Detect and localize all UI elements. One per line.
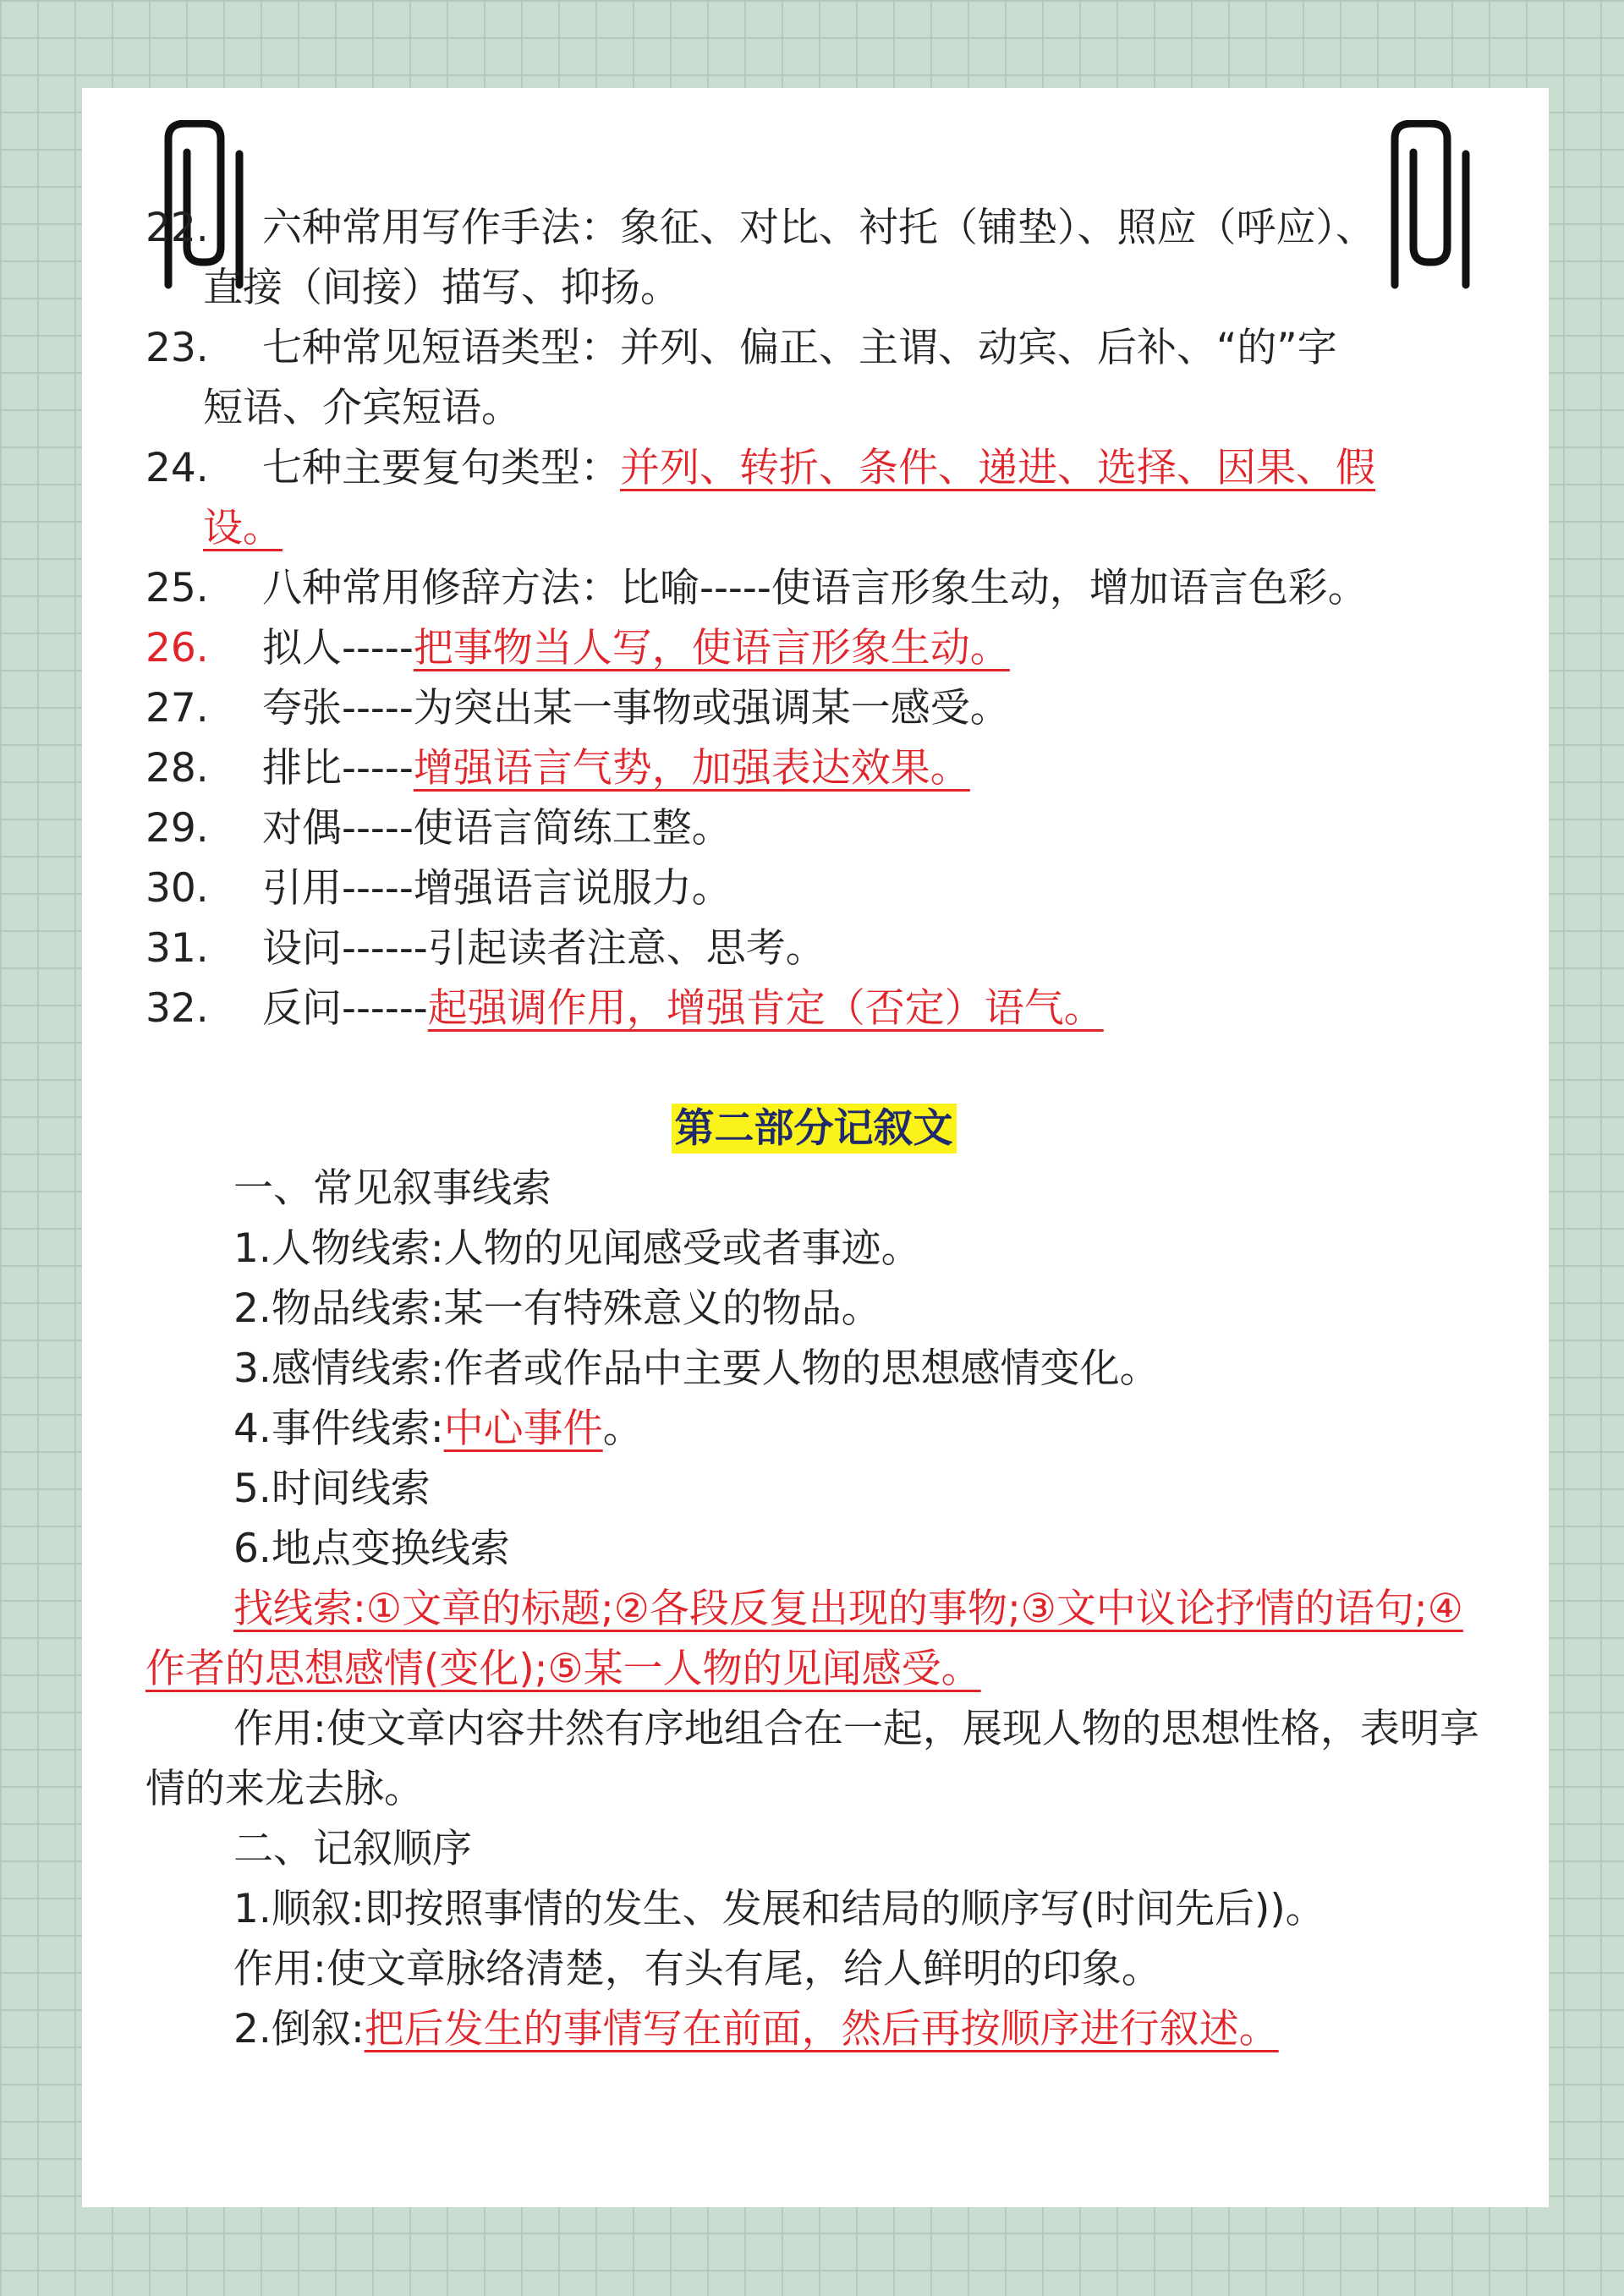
item-text-continued: 短语、介宾短语。 [203,385,521,431]
list-item [145,618,1482,678]
item-label: 拟人----- [262,625,414,671]
item-number: 25. [145,565,209,611]
subheading-clues: 一、常见叙事线索 [233,1165,551,1212]
list-item [145,738,1482,798]
item-text: 六种常用写作手法：象征、对比、衬托（铺垫）、照应（呼应）、 [262,205,1375,251]
clue-end: 。 [602,1406,643,1452]
item-number: 27. [145,685,209,732]
item-number: 23. [145,325,209,371]
item-label: 排比----- [262,745,414,792]
list-item [145,858,1482,918]
item-text: 夸张-----为突出某一事物或强调某一感受。 [262,685,1010,732]
item-text-continued: 直接（间接）描写、抑扬。 [203,265,680,311]
subheading-order: 二、记叙顺序 [233,1826,472,1872]
list-item [145,438,1482,558]
clue-item: 5.时间线索 [233,1466,431,1512]
item-number: 29. [145,805,209,852]
item-text: 八种常用修辞方法：比喻-----使语言形象生动，增加语言色彩。 [262,565,1368,611]
section-heading [145,1099,1482,1159]
answer-text: 把后发生的事情写在前面，然后再按顺序进行叙述。 [364,2006,1279,2052]
answer-text: 起强调作用，增强肯定（否定）语气。 [427,985,1104,1032]
find-clue-paragraph [145,1579,1482,1699]
item-number: 22. [145,205,209,251]
item-number: 26. [145,625,209,671]
function-paragraph: 作用:使文章内容井然有序地组合在一起，展现人物的思想性格，表明享情的来龙去脉。 [145,1706,1479,1812]
clue-item [145,1399,1482,1459]
order-label: 2.倒叙: [233,2006,365,2052]
answer-text: 增强语言气势，加强表达效果。 [413,745,970,792]
clue-item: 1.人物线索:人物的见闻感受或者事迹。 [233,1225,921,1272]
item-label: 七种主要复句类型： [262,445,620,491]
list-item [145,678,1482,738]
list-item [145,978,1482,1038]
document-body [145,198,1482,2059]
item-text: 七种常见短语类型：并列、偏正、主谓、动宾、后补、“的”字 [262,325,1337,371]
item-number: 28. [145,745,209,792]
list-item [145,558,1482,618]
list-item [145,798,1482,858]
item-text: 设问------引起读者注意、思考。 [262,925,826,972]
clue-item: 3.感情线索:作者或作品中主要人物的思想感情变化。 [233,1345,1160,1392]
item-number: 24. [145,445,209,491]
clue-label: 4.事件线索: [233,1406,444,1452]
order-function: 作用:使文章脉络清楚，有头有尾，给人鲜明的印象。 [233,1946,1161,1992]
answer-text-continued: 设。 [203,505,283,551]
item-text: 引用-----增强语言说服力。 [262,865,732,912]
item-text: 对偶-----使语言简练工整。 [262,805,732,852]
clue-item: 6.地点变换线索 [233,1526,510,1572]
answer-text: 并列、转折、条件、递进、选择、因果、假 [620,445,1375,491]
answer-text: 把事物当人写，使语言形象生动。 [413,625,1010,671]
clue-item: 2.物品线索:某一有特殊意义的物品。 [233,1285,881,1332]
list-item [145,918,1482,978]
item-number: 32. [145,985,209,1032]
answer-text: 中心事件 [443,1406,603,1452]
section-title: 第二部分记叙文 [672,1104,957,1153]
answer-text: 找线索:①文章的标题;②各段反复出现的事物;③文中议论抒情的语句;④作者的思想感情(变化);⑤某一人物的见闻感受。 [145,1586,1463,1692]
order-item [145,1999,1482,2059]
item-number: 30. [145,865,209,912]
order-item: 1.顺叙:即按照事情的发生、发展和结局的顺序写(时间先后))。 [233,1886,1325,1932]
item-label: 反问------ [262,985,428,1032]
list-item [145,318,1482,438]
item-number: 31. [145,925,209,972]
list-item [145,198,1482,318]
